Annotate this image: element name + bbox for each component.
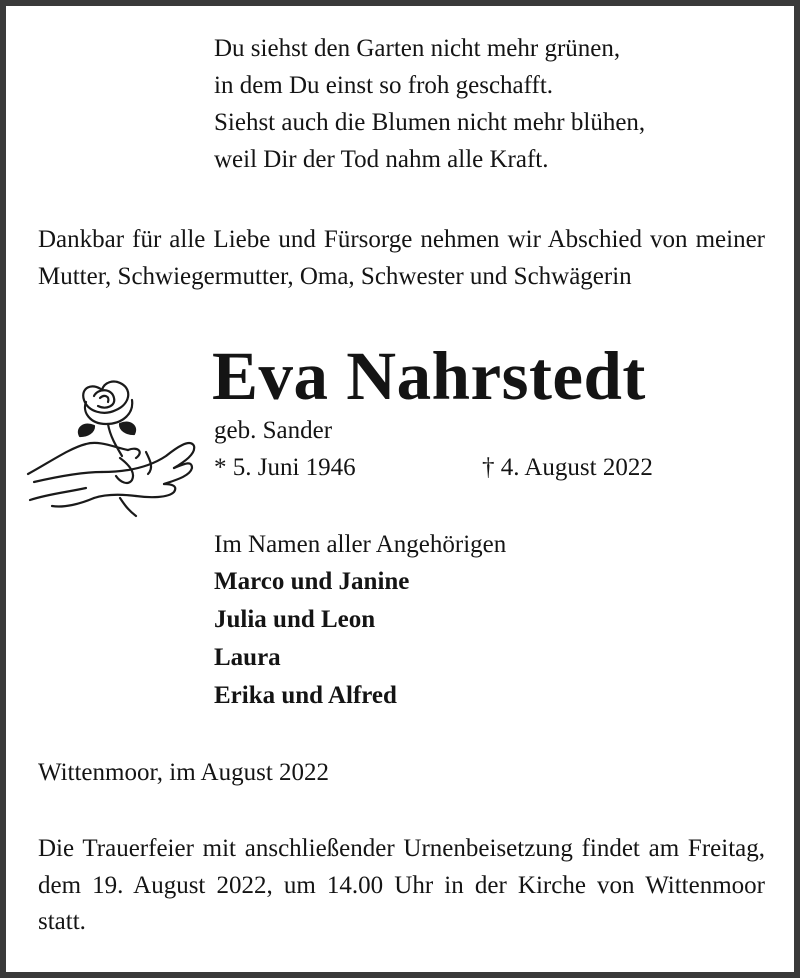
poem-line: weil Dir der Tod nahm alle Kraft.	[214, 146, 549, 173]
place-date: Wittenmoor, im August 2022	[38, 759, 330, 786]
mourner-name: Julia und Leon	[214, 606, 376, 633]
intro-text: Dankbar für alle Liebe und Fürsorge nehmen wir Abschied von meiner Mutter, Schwiegermutter, Oma, Schwester und Schwägerin	[38, 226, 765, 290]
birth-date: * 5. Juni 1946	[214, 454, 356, 481]
rose-in-hands-icon	[24, 376, 196, 518]
funeral-notice: Die Trauerfeier mit anschließender Urnenbeisetzung findet am Freitag, dem 19. August 2022, um 14.00 Uhr in der Kirche von Wittenmoor statt.	[38, 835, 765, 935]
poem	[214, 30, 645, 178]
mourner-name: Erika und Alfred	[214, 682, 397, 709]
poem-line: Siehst auch die Blumen nicht mehr blühen,	[214, 109, 646, 136]
mourner-name: Marco und Janine	[214, 568, 410, 595]
maiden-name: geb. Sander	[214, 417, 333, 444]
deceased-name: Eva Nahrstedt	[212, 338, 646, 414]
mourner-name: Laura	[214, 644, 281, 671]
mourners-intro: Im Namen aller Angehörigen	[214, 531, 507, 558]
death-date: † 4. August 2022	[482, 454, 653, 481]
poem-line: in dem Du einst so froh geschafft.	[214, 72, 554, 99]
poem-line: Du siehst den Garten nicht mehr grünen,	[214, 35, 621, 62]
